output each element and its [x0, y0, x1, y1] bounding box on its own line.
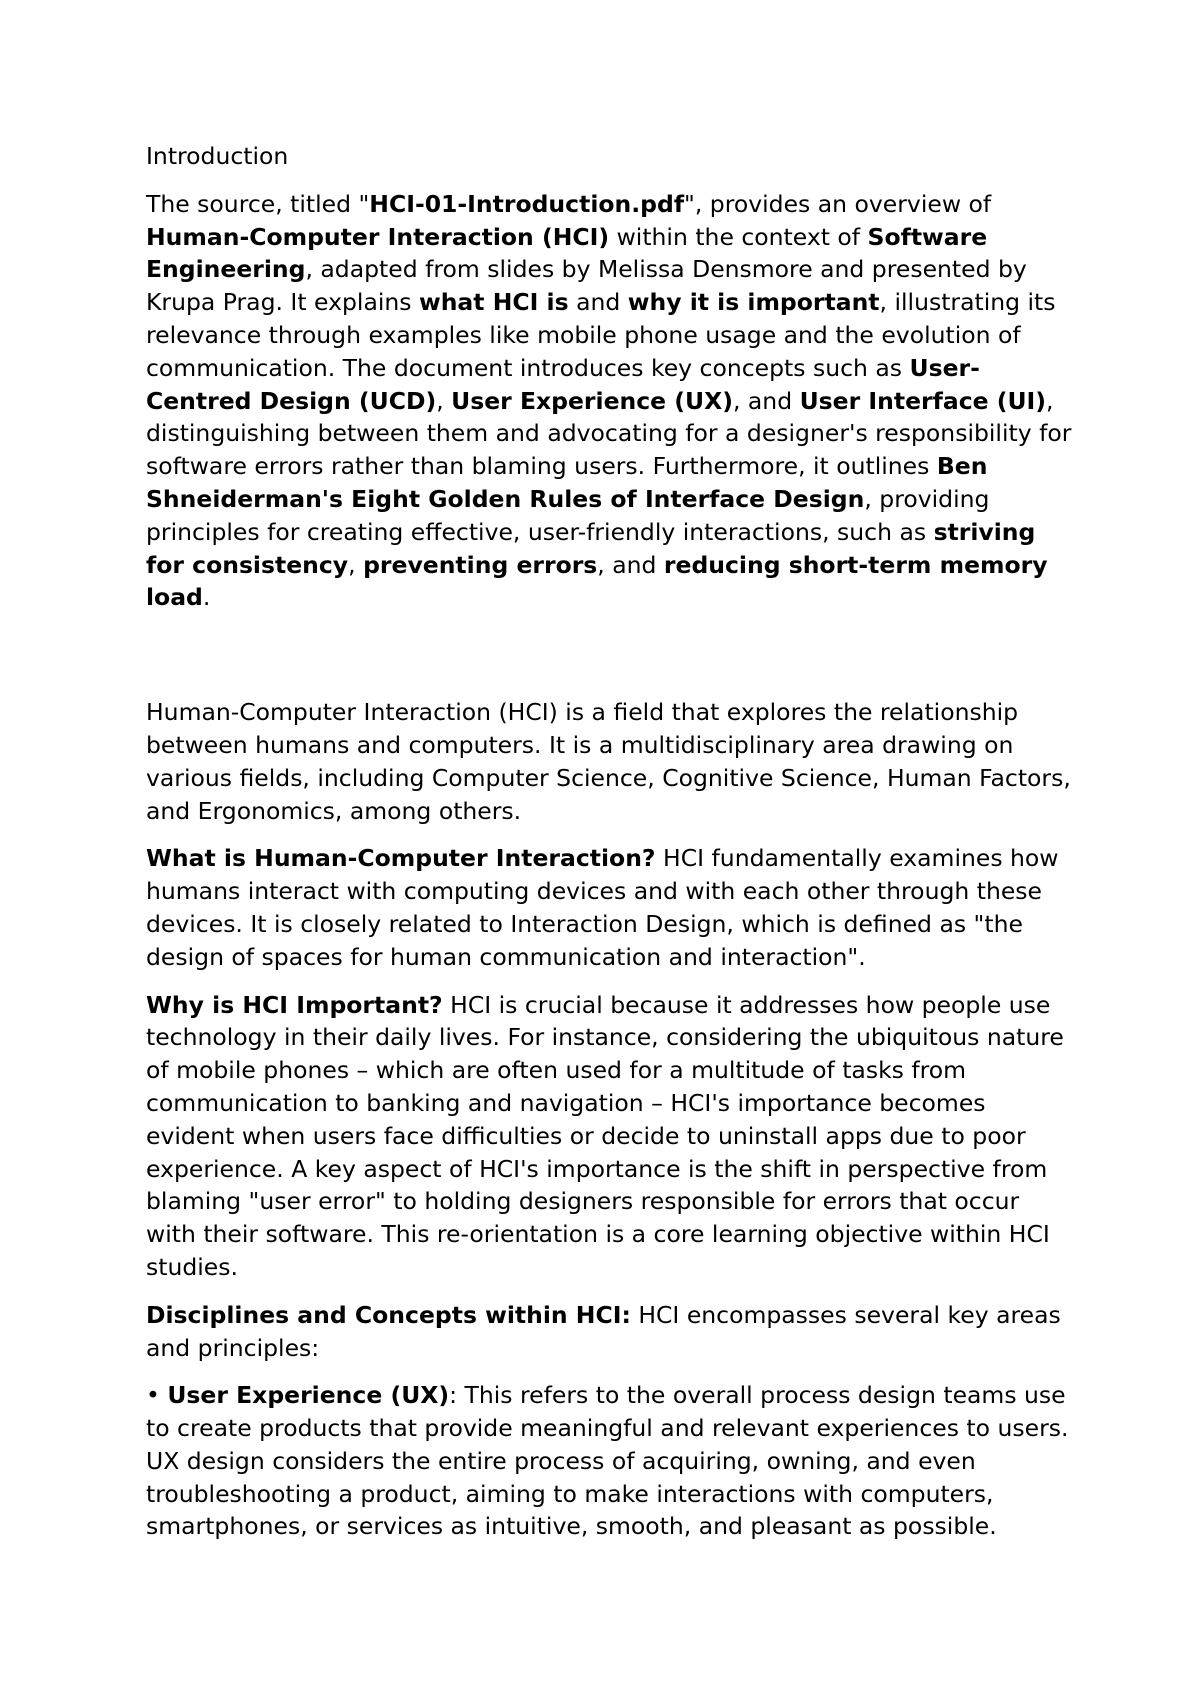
summary-text: , and [597, 550, 664, 579]
why-paragraph [146, 989, 1076, 1284]
why-text: HCI is crucial because it addresses how people use technology in their daily lives. For instance, considering the ubiquitous nature of mobile phones – which are often used for a multitude of tasks from communication to banking and navigation – HCI's importance becomes evident when users face difficulties or decide to uninstall apps due to poor experience. A key aspect of HCI's importance is the shift in perspective from blaming "user error" to holding designers responsible for errors that occur with their software. This re-orientation is a core learning objective within HCI studies. [146, 990, 1064, 1281]
source-title: HCI-01-Introduction.pdf [369, 189, 685, 218]
summary-text: , [348, 550, 364, 579]
what-is-label: What is Human-Computer Interaction? [146, 844, 656, 873]
term-memory-load: reducing short-term memory load [146, 550, 1048, 612]
summary-text: within the context of [609, 222, 868, 251]
disciplines-text: HCI encompasses several key areas and principles: [146, 1300, 1061, 1362]
why-label: Why is HCI Important? [146, 990, 443, 1019]
summary-text: ", provides an overview of [684, 189, 992, 218]
section-heading: Introduction [146, 142, 289, 170]
summary-text: , [436, 386, 452, 415]
summary-text: , and [732, 386, 800, 415]
document-page [146, 140, 1076, 1558]
summary-paragraph [146, 188, 1076, 614]
summary-text: , adapted from slides by Melissa Densmore and presented by Krupa Prag. It explains [146, 255, 1027, 317]
disciplines-paragraph [146, 1299, 1076, 1365]
term-what-hci-is: what HCI is [418, 288, 569, 317]
what-is-text: HCI fundamentally examines how humans interact with computing devices and with each other through these devices. It is closely related to Interaction Design, which is defined as "the design of spaces for human communication and interaction". [146, 844, 1059, 971]
summary-text: . [202, 583, 211, 612]
term-software-engineering: Software Engineering [146, 222, 988, 284]
summary-text: , distinguishing between them and advocating for a designer's responsibility for software errors rather than blaming users. Furthermore, it outlines [146, 386, 1072, 481]
term-consistency: striving for consistency [146, 517, 1036, 579]
term-ux: User Experience (UX) [451, 386, 733, 415]
ux-text: : This refers to the overall process design teams use to create products that provide meaningful and relevant experiences to users. UX design considers the entire process of acquiring, owning, and even troubleshooting a product, aiming to make interactions with computers, smartphones, or services as intuitive, smooth, and pleasant as possible. [146, 1381, 1069, 1541]
term-ui: User Interface (UI) [799, 386, 1047, 415]
ux-label: User Experience (UX) [167, 1381, 450, 1410]
term-ucd: User-Centred Design (UCD) [146, 353, 980, 415]
summary-text: and [568, 288, 628, 317]
bullet-marker: • [146, 1381, 168, 1410]
summary-text: The source, titled " [146, 189, 370, 218]
term-golden-rules: Ben Shneiderman's Eight Golden Rules of Interface Design [146, 452, 988, 513]
overview-paragraph: Human-Computer Interaction (HCI) is a field that explores the relationship between humans and computers. It is a multidisciplinary area drawing on various fields, including Computer Science, Cognitive Science, Human Factors, and Ergonomics, among others. [146, 698, 1071, 825]
term-preventing-errors: preventing errors [363, 550, 598, 579]
summary-text: , illustrating its relevance through examples like mobile phone usage and the evolution of communication. The document introduces key concepts such as [146, 288, 1056, 382]
term-why-important: why it is important [627, 288, 880, 317]
disciplines-label: Disciplines and Concepts within HCI: [146, 1300, 631, 1329]
what-is-paragraph [146, 842, 1076, 973]
summary-text: , providing principles for creating effective, user-friendly interactions, such as [146, 484, 990, 546]
ux-bullet-paragraph [146, 1379, 1076, 1543]
term-hci: Human-Computer Interaction (HCI) [146, 222, 610, 251]
